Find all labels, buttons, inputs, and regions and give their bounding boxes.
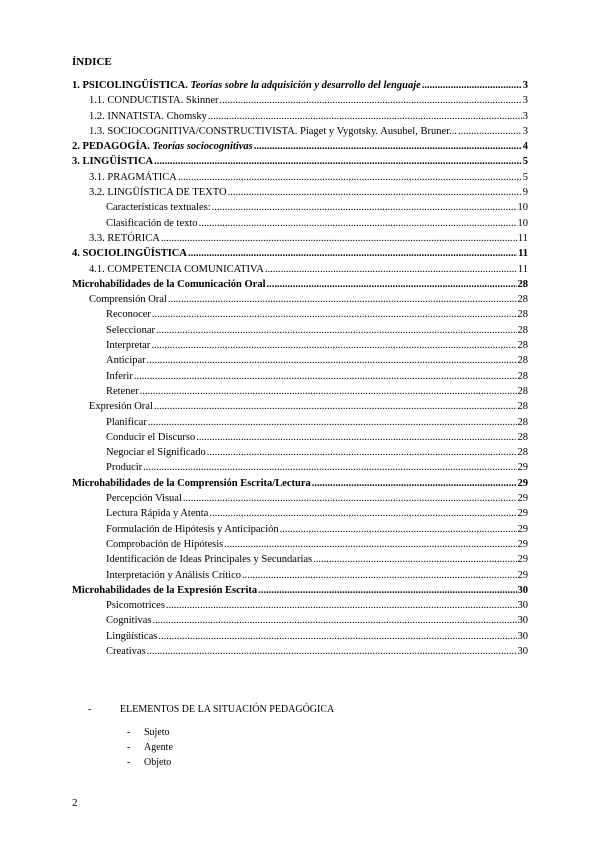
toc-leader-dots [156,325,517,336]
toc-entry-page: 28 [517,370,528,382]
toc-entry-page: 28 [517,355,528,367]
toc-entry[interactable] [72,325,528,340]
toc-leader-dots [152,309,517,320]
toc-entry-title: 3.2. LINGÜÍSTICA DE TEXTO [89,187,227,199]
toc-leader-dots [199,218,517,229]
toc-leader-dots [313,554,516,565]
toc-leader-dots [154,401,517,412]
toc-entry[interactable] [72,202,528,217]
toc-entry[interactable] [72,279,528,294]
toc-entry[interactable] [72,80,528,95]
section-item-label: Objeto [144,757,172,768]
toc-entry[interactable] [72,111,528,126]
toc-entry-title: Anticipar [106,355,146,367]
toc-leader-dots [212,202,517,213]
toc-entry-page: 28 [517,385,528,397]
toc-entry-page: 30 [517,584,528,596]
section-items [127,727,173,772]
toc-leader-dots [148,417,517,428]
toc-entry-page: 28 [517,447,528,459]
toc-entry[interactable] [72,524,528,539]
toc-entry-title: Retener [106,385,139,397]
toc-entry-title: 4.1. COMPETENCIA COMUNICATIVA [89,263,264,275]
toc-leader-dots [147,646,517,657]
toc-entry-title: Interpretar [106,340,151,352]
toc-entry-title: Producir [106,462,143,474]
pedagogical-section [88,704,334,729]
toc-entry[interactable] [72,615,528,630]
toc-entry-page: 10 [517,217,528,229]
toc-entry-title: Lingüísticas [106,630,158,642]
toc-entry[interactable] [72,309,528,324]
toc-leader-dots [154,156,522,167]
toc-entry-page: 3 [522,110,528,122]
toc-entry-page: 3 [522,80,528,91]
toc-entry[interactable] [72,646,528,661]
toc-entry-title: 1. PSICOLINGÜÍSTICA. Teorías sobre la adquisición y desarrollo del lenguaje [72,80,421,91]
toc-entry[interactable] [72,539,528,554]
toc-entry[interactable] [72,386,528,401]
toc-entry[interactable] [72,95,528,110]
toc-entry-page: 3 [522,125,528,137]
toc-entry-page: 29 [517,462,528,474]
toc-entry-page: 11 [518,248,528,260]
toc-entry-title: Interpretación y Análisis Crítico [106,569,242,581]
toc-entry[interactable] [72,156,528,171]
toc-leader-dots [458,126,522,137]
toc-entry-page: 30 [517,645,528,657]
toc-entry-page: 28 [517,340,528,352]
toc-entry-page: 29 [517,508,528,520]
toc-leader-dots [161,233,517,244]
toc-leader-dots [254,141,522,152]
toc-entry[interactable] [72,371,528,386]
toc-entry[interactable] [72,432,528,447]
toc-entry[interactable] [72,294,528,309]
toc-leader-dots [196,432,516,443]
toc-entry-title: Expresión Oral [89,401,153,413]
toc-leader-dots [280,524,517,535]
toc-entry-title: Identificación de Ideas Principales y Secundarias [106,554,313,566]
toc-leader-dots [242,570,516,581]
toc-entry[interactable] [72,570,528,585]
toc-entry[interactable] [72,355,528,370]
toc-entry-page: 9 [522,187,528,199]
toc-entry[interactable] [72,264,528,279]
section-item [127,757,173,772]
toc-entry-page: 10 [517,202,528,214]
toc-leader-dots [178,172,522,183]
toc-entry-title: Seleccionar [106,324,155,336]
toc-leader-dots [312,478,517,489]
toc-entry[interactable] [72,187,528,202]
toc-entry-title: Comprensión Oral [89,294,167,306]
toc-entry-page: 29 [517,493,528,505]
toc-entry-title: Microhabilidades de la Expresión Escrita [72,584,258,596]
page-number: 2 [72,797,78,809]
toc-entry-page: 28 [517,278,528,290]
section-heading-row [88,704,334,715]
toc-leader-dots [224,539,516,550]
toc-entry-title: Formulación de Hipótesis y Anticipación [106,523,279,535]
toc-entry-page: 29 [517,538,528,550]
toc-leader-dots [258,585,516,596]
toc-entry[interactable] [72,447,528,462]
toc-entry-title: Percepción Visual [106,493,182,505]
toc-entry-page: 28 [517,416,528,428]
toc-leader-dots [140,386,517,397]
toc-entry-page: 29 [517,554,528,566]
toc-leader-dots [265,264,517,275]
toc-entry[interactable] [72,478,528,493]
toc-entry-page: 30 [517,600,528,612]
toc-entry-title: 3. LINGÜÍSTICA [72,156,154,168]
toc-entry-page: 11 [517,232,528,244]
toc-entry-title: Planificar [106,416,147,428]
toc-entry-title: 1.1. CONDUCTISTA. Skinner [89,95,219,107]
toc-entry-page: 29 [517,569,528,581]
toc-leader-dots [166,600,517,611]
toc-leader-dots [151,340,516,351]
toc-entry-title: 3.3. RETÓRICA [89,232,160,244]
toc-entry-page: 29 [517,477,528,489]
toc-leader-dots [207,447,517,458]
toc-entry[interactable] [72,248,528,263]
toc-entry-page: 30 [517,615,528,627]
toc-entry-title: Psicomotrices [106,600,165,612]
toc-entry-title: Cognitivas [106,615,152,627]
toc-entry-title: Microhabilidades de la Comprensión Escrita/Lectura [72,477,311,489]
toc-entry-title: Características textuales: [106,202,211,214]
toc-entry-title: Microhabilidades de la Comunicación Oral [72,278,266,290]
toc-leader-dots [422,80,522,91]
toc-entry[interactable] [72,493,528,508]
toc-leader-dots [208,111,522,122]
toc-entry-title: 4. SOCIOLINGÜÍSTICA [72,248,187,260]
toc-entry-page: 30 [517,630,528,642]
toc-entry-title: Lectura Rápida y Atenta [106,508,209,520]
bullet-dash: - [127,742,131,753]
toc-leader-dots [168,294,517,305]
toc-entry[interactable] [72,600,528,615]
toc-entry-page: 5 [522,156,528,168]
toc-entry-title: 3.1. PRAGMÁTICA [89,171,177,183]
toc-entry[interactable] [72,401,528,416]
toc-leader-dots [266,279,516,290]
toc-leader-dots [143,462,516,473]
toc-entry[interactable] [72,340,528,355]
bullet-dash: - [127,727,131,738]
toc-leader-dots [220,95,522,106]
toc-entry-title: Reconocer [106,309,151,321]
toc-leader-dots [147,355,517,366]
toc-entry-title: Conducir el Discurso [106,431,196,443]
toc-entry[interactable] [72,233,528,248]
toc-entry[interactable] [72,585,528,600]
toc-entry-title: Clasificación de texto [106,217,198,229]
toc-entry-page: 28 [517,431,528,443]
toc-leader-dots [228,187,522,198]
section-heading: ELEMENTOS DE LA SITUACIÓN PEDAGÓGICA [120,704,335,715]
section-item [127,742,173,757]
toc-entry-page: 4 [522,141,528,153]
toc-entry-page: 28 [517,309,528,321]
toc-leader-dots [158,631,516,642]
toc-entry-title: 2. PEDAGOGÍA. Teorías sociocognitivas [72,141,253,153]
toc-entry-title: Comprobación de Hipótesis [106,538,224,550]
section-item [127,727,173,742]
toc-entry-title: 1.3. SOCIOCOGNITIVA/CONSTRUCTIVISTA. Piaget y Vygotsky. Ausubel, Bruner... [89,125,457,137]
toc-entry-title: Creativas [106,645,146,657]
toc-leader-dots [134,371,517,382]
toc-entry-page: 3 [522,95,528,107]
toc-entry[interactable] [72,462,528,477]
section-item-label: Agente [144,742,173,753]
toc-entry-title: Negociar el Significado [106,447,206,459]
toc-entry[interactable] [72,218,528,233]
toc-entry-page: 28 [517,324,528,336]
toc-leader-dots [183,493,517,504]
toc-entry[interactable] [72,417,528,432]
toc-leader-dots [188,248,517,259]
toc-entry-page: 28 [517,401,528,413]
section-item-label: Sujeto [144,727,170,738]
bullet-dash: - [88,704,92,715]
toc-leader-dots [209,508,516,519]
toc-entry[interactable] [72,554,528,569]
index-title: ÍNDICE [72,56,112,68]
toc-entry[interactable] [72,172,528,187]
toc-leader-dots [153,615,517,626]
table-of-contents [72,80,528,661]
toc-entry-page: 29 [517,523,528,535]
toc-entry-title: Inferir [106,370,133,382]
toc-entry[interactable] [72,631,528,646]
toc-entry-page: 11 [517,263,528,275]
toc-entry[interactable] [72,141,528,156]
toc-entry-page: 5 [522,171,528,183]
toc-entry[interactable] [72,508,528,523]
toc-entry-title: 1.2. INNATISTA. Chomsky [89,110,207,122]
toc-entry-page: 28 [517,294,528,306]
bullet-dash: - [127,757,131,768]
toc-entry[interactable] [72,126,528,141]
